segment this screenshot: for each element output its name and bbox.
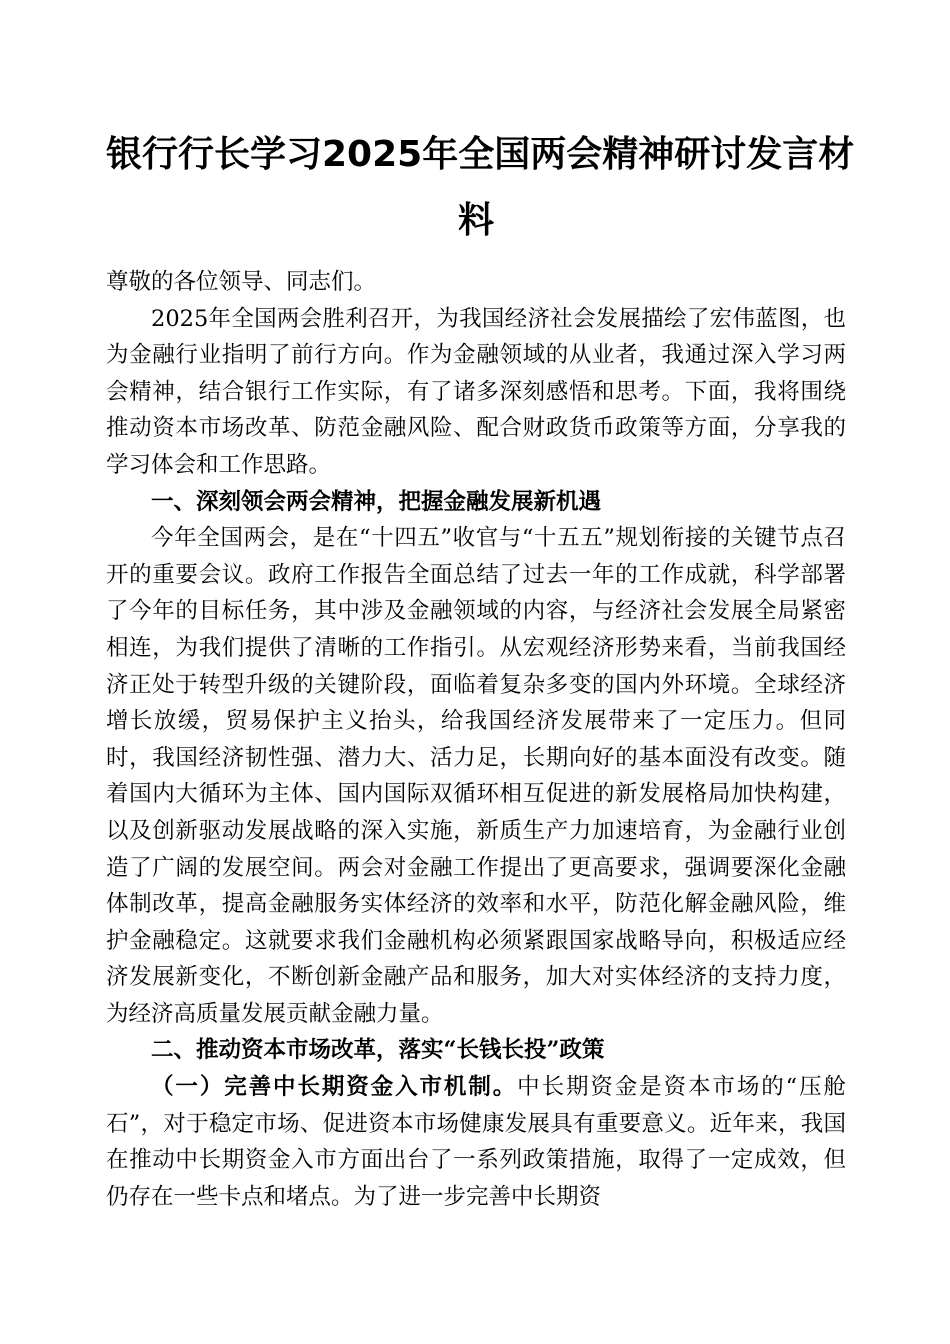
- intro-paragraph: 2025年全国两会胜利召开，为我国经济社会发展描绘了宏伟蓝图，也为金融行业指明了前行方向。作为金融领域的从业者，我通过深入学习两会精神，结合银行工作实际，有了诸多深刻感悟和思考。下面，我将围绕推动资本市场改革、防范金融风险、配合财政货币政策等方面，分享我的学习体会和工作思路。: [106, 305, 846, 478]
- document-page: [106, 0, 855, 1215]
- title-line-2: 料: [457, 200, 494, 241]
- subsection-1-paragraph: [106, 1069, 846, 1215]
- subsection-1-lead: （一）完善中长期资金入市机制。: [151, 1074, 518, 1101]
- title-line-1: 银行行长学习2025年全国两会精神研讨发言材: [106, 134, 855, 175]
- section-1-paragraph: 今年全国两会，是在“十四五”收官与“十五五”规划衔接的关键节点召开的重要会议。政府工作报告全面总结了过去一年的工作成就，科学部署了今年的目标任务，其中涉及金融领域的内容，与经济社会发展全局紧密相连，为我们提供了清晰的工作指引。从宏观经济形势来看，当前我国经济正处于转型升级的关键阶段，面临着复杂多变的国内外环境。全球经济增长放缓，贸易保护主义抬头，给我国经济发展带来了一定压力。但同时，我国经济韧性强、潜力大、活力足，长期向好的基本面没有改变。随着国内大循环为主体、国内国际双循环相互促进的新发展格局加快构建，以及创新驱动发展战略的深入实施，新质生产力加速培育，为金融行业创造了广阔的发展空间。两会对金融工作提出了更高要求，强调要深化金融体制改革，提高金融服务实体经济的效率和水平，防范化解金融风险，维护金融稳定。这就要求我们金融机构必须紧跟国家战略导向，积极适应经济发展新变化，不断创新金融产品和服务，加大对实体经济的支持力度，为经济高质量发展贡献金融力量。: [106, 525, 846, 1027]
- section-1-heading: 一、深刻领会两会精神，把握金融发展新机遇: [151, 488, 602, 515]
- subsection-1-body: 中长期资金是资本市场的“压舱石”，对于稳定市场、促进资本市场健康发展具有重要意义。近年来，我国在推动中长期资金入市方面出台了一系列政策措施，取得了一定成效，但仍存在一些卡点和堵点。为了进一步完善中长期资: [106, 1074, 846, 1210]
- salutation: 尊敬的各位领导、同志们。: [106, 269, 377, 295]
- section-2-heading: 二、推动资本市场改革，落实“长钱长投”政策: [151, 1037, 605, 1064]
- document-title: [106, 0, 855, 254]
